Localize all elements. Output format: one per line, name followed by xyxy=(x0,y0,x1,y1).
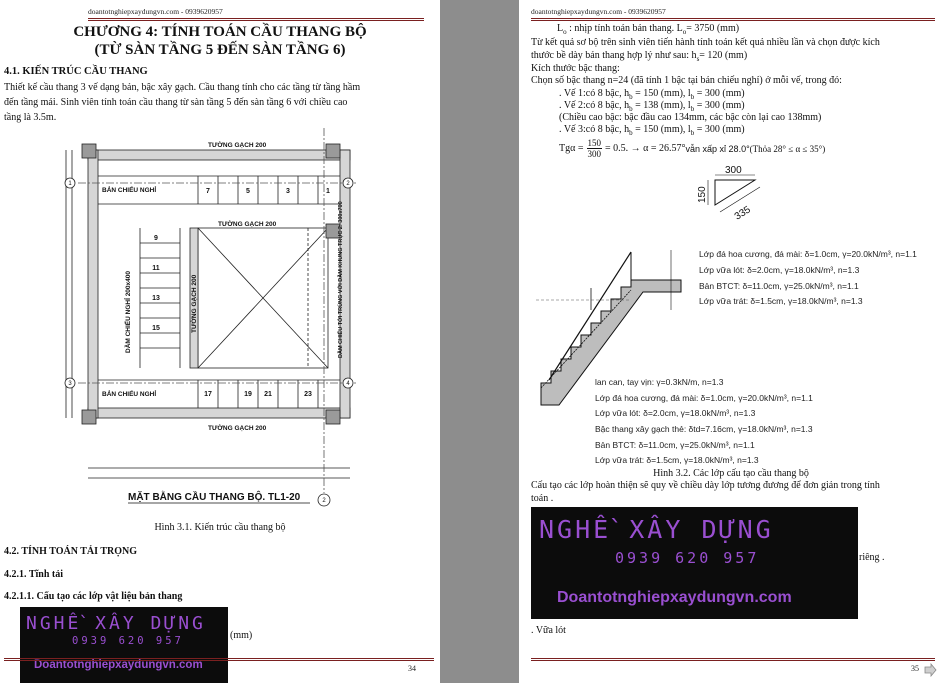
step-number: 7 xyxy=(206,188,210,195)
document-page-35 xyxy=(519,0,943,683)
layer-label: Lớp vữa trát: δ=1.5cm, γ=18.0kN/m³, n=1.3 xyxy=(699,296,863,306)
figure-caption: Hình 3.1. Kiến trúc cầu thang bộ xyxy=(154,522,286,533)
step-number: 1 xyxy=(326,188,330,195)
step-number: 11 xyxy=(152,265,160,272)
partial-text: (mm) xyxy=(230,630,253,641)
footer-rule xyxy=(4,658,434,661)
layer-label: lan can, tay vịn: γ=0.3kN/m, n=1.3 xyxy=(595,377,724,387)
slope-formula: Tgα = $\frac{150}{300}$ = 0.5. → α = 26.57° vẫn xấp xỉ 28.0° (Thỏa 28° ≤ α ≤ 35°) xyxy=(559,138,826,159)
flight-note: (Chiều cao bậc: bậc đầu cao 134mm, các bậc còn lại cao 138mm) xyxy=(559,112,822,123)
axis-label: 4 xyxy=(346,381,350,387)
layer-label: Lớp vữa trát: δ=1.5cm, γ=18.0kN/m³, n=1.3 xyxy=(595,455,759,465)
layer-label: Bản BTCT: δ=11.0cm, γ=25.0kN/m³, n=1.1 xyxy=(699,281,859,291)
wall-top xyxy=(88,150,350,160)
watermark-overlay xyxy=(20,607,228,683)
step-number: 9 xyxy=(154,235,158,242)
layer-label: Lớp vữa lót: δ=2.0cm, γ=18.0kN/m³, n=1.3 xyxy=(595,408,756,418)
landing-label: BẢN CHIẾU NGHỈ xyxy=(102,187,157,194)
axis-label: 2 xyxy=(322,498,326,504)
text-line: Kích thước bậc thang: xyxy=(531,63,620,74)
step-width-label: 300 xyxy=(725,165,742,176)
text-line: thước bề dày bản thang hợp lý như sau: $h_s= 120$ (mm) xyxy=(531,50,748,63)
wall-left xyxy=(88,150,98,418)
bottom-flight-treads xyxy=(198,380,318,408)
section-heading-4-2: 4.2. TÍNH TOÁN TẢI TRỌNG xyxy=(4,546,138,557)
layer-label: Bản BTCT: δ=11.0cm, γ=25.0kN/m³, n=1.1 xyxy=(595,440,755,450)
text-line: Từ kết quả sơ bộ trên sinh viên tiến hành tính toán kết quả nhiều lần và chọn được kích xyxy=(531,37,880,48)
column xyxy=(326,410,340,424)
paragraph-line: tầng là 3.5m. xyxy=(4,112,57,123)
section-heading-4-1: 4.1. KIẾN TRÚC CẦU THANG xyxy=(4,66,148,77)
page-number: 35 xyxy=(911,664,919,673)
step-number: 15 xyxy=(152,325,160,332)
footer-rule xyxy=(531,658,935,661)
watermark-phone: 0939 620 957 xyxy=(615,549,760,567)
flight-spec: . Vế 2:có 8 bậc, $h_b = 138$ (mm), $l_b = 300$ (mm) xyxy=(559,100,745,113)
paragraph-line: Thiết kế cầu thang 3 vế dạng bản, bậc xây gạch. Cầu thang tính cho các tầng từ tầng hầm xyxy=(4,82,361,93)
wall-label: TƯỜNG GẠCH 200 xyxy=(191,274,198,333)
column xyxy=(82,410,96,424)
paragraph-line: đến tầng mái. Sinh viên tính toán cầu thang từ sàn tầng 5 đến sàn tầng 6 với chiều cao xyxy=(4,97,348,108)
text-line: Chọn số bậc thang n=24 (đã tính 1 bậc tại bản chiếu nghỉ) ở mỗi vế, trong đó: xyxy=(531,75,842,86)
column xyxy=(82,144,96,158)
flight-spec: . Vế 1:có 8 bậc, $h_b = 150$ (mm), $l_b = 300$ (mm) xyxy=(559,88,745,101)
step-height-label: 150 xyxy=(697,186,708,203)
text-line: . Vữa lót xyxy=(531,625,566,636)
wall-label: TƯỜNG GẠCH 200 xyxy=(218,221,277,228)
step-number: 23 xyxy=(304,391,312,398)
next-page-arrow-icon[interactable] xyxy=(923,663,937,677)
page-number: 34 xyxy=(408,664,416,673)
step-number: 21 xyxy=(264,391,272,398)
column xyxy=(326,144,340,158)
landing-label: BẢN CHIẾU NGHỈ xyxy=(102,391,157,398)
watermark-title: NGHỀ XÂY DỰNG xyxy=(26,613,206,634)
section-heading-4-2-1: 4.2.1. Tĩnh tải xyxy=(4,569,63,580)
step-number: 17 xyxy=(204,391,212,398)
page-header: doantotnghiepxaydungvn.com - 0939620957 xyxy=(531,7,666,16)
page-header: doantotnghiepxaydungvn.com - 0939620957 xyxy=(88,7,223,16)
step-number: 3 xyxy=(286,188,290,195)
step-number: 13 xyxy=(152,295,160,302)
step-number: 5 xyxy=(246,188,250,195)
document-page-34 xyxy=(0,0,440,683)
chapter-title: CHƯƠNG 4: TÍNH TOÁN CẦU THANG BỘ xyxy=(73,24,367,40)
plan-title: MẶT BẰNG CẦU THANG BỘ. TL1-20 xyxy=(128,492,301,503)
axis-label: 2 xyxy=(346,181,350,187)
watermark-title: NGHỀ XÂY DỰNG xyxy=(539,515,774,544)
step-number: 19 xyxy=(244,391,252,398)
header-rule xyxy=(88,18,424,21)
watermark-overlay xyxy=(531,507,858,619)
wall-bottom xyxy=(88,408,350,418)
wall-label: TƯỜNG GẠCH 200 xyxy=(208,425,267,432)
header-rule xyxy=(531,18,935,21)
paragraph-line: Cấu tạo các lớp hoàn thiện sẽ quy về chiều dày lớp tương đương để đơn giản trong tính xyxy=(531,480,880,491)
watermark-url: Doantotnghiepxaydungvn.com xyxy=(34,659,203,671)
section-heading-4-2-1-1: 4.2.1.1. Cấu tạo các lớp vật liệu bản thang xyxy=(4,591,183,602)
layer-label: Lớp vữa lót: δ=2.0cm, γ=18.0kN/m³, n=1.3 xyxy=(699,265,860,275)
staircase-plan-drawing xyxy=(58,128,358,508)
left-flight-treads xyxy=(140,243,180,348)
top-flight-treads xyxy=(198,176,318,204)
watermark-phone: 0939 620 957 xyxy=(72,635,184,647)
watermark-url: Doantotnghiepxaydungvn.com xyxy=(557,589,792,606)
chapter-subtitle: (TỪ SÀN TẦNG 5 ĐẾN SÀN TẦNG 6) xyxy=(94,42,346,58)
figure-caption: Hình 3.2. Các lớp cấu tạo cầu thang bộ xyxy=(653,468,809,479)
layer-label: Lớp đá hoa cương, đá mài: δ=1.0cm, γ=20.0kN/m³, n=1.1 xyxy=(699,249,917,259)
step-dimension-diagram xyxy=(695,165,775,225)
step-diag-label: 335 xyxy=(732,204,753,223)
axis-label: 1 xyxy=(68,181,72,187)
layer-label: Lớp đá hoa cương, đá mài: δ=1.0cm, γ=20.0kN/m³, n=1.1 xyxy=(595,393,813,403)
text-line: $L_o$ : nhịp tính toán bản thang. $L_o= 3750$ (mm) xyxy=(557,23,740,36)
wall-label: TƯỜNG GẠCH 200 xyxy=(208,142,267,149)
beam-label: DẦM CHIẾU TỚI TRÙNG VỚI DẦM KHUNG TRỤC 2: 300x700 xyxy=(338,201,344,358)
flight-spec: . Vế 3:có 8 bậc, $h_b = 150$ (mm), $l_b = 300$ (mm) xyxy=(559,124,745,137)
beam-label: DẦM CHIẾU NGHỈ 200x400 xyxy=(125,271,132,353)
layer-label: Bậc thang xây gạch thẻ: δtd=7.16cm, γ=18.0kN/m³, n=1.3 xyxy=(595,424,813,434)
partial-text: riêng . xyxy=(859,552,885,563)
paragraph-line: toán . xyxy=(531,493,554,504)
axis-label: 3 xyxy=(68,381,72,387)
